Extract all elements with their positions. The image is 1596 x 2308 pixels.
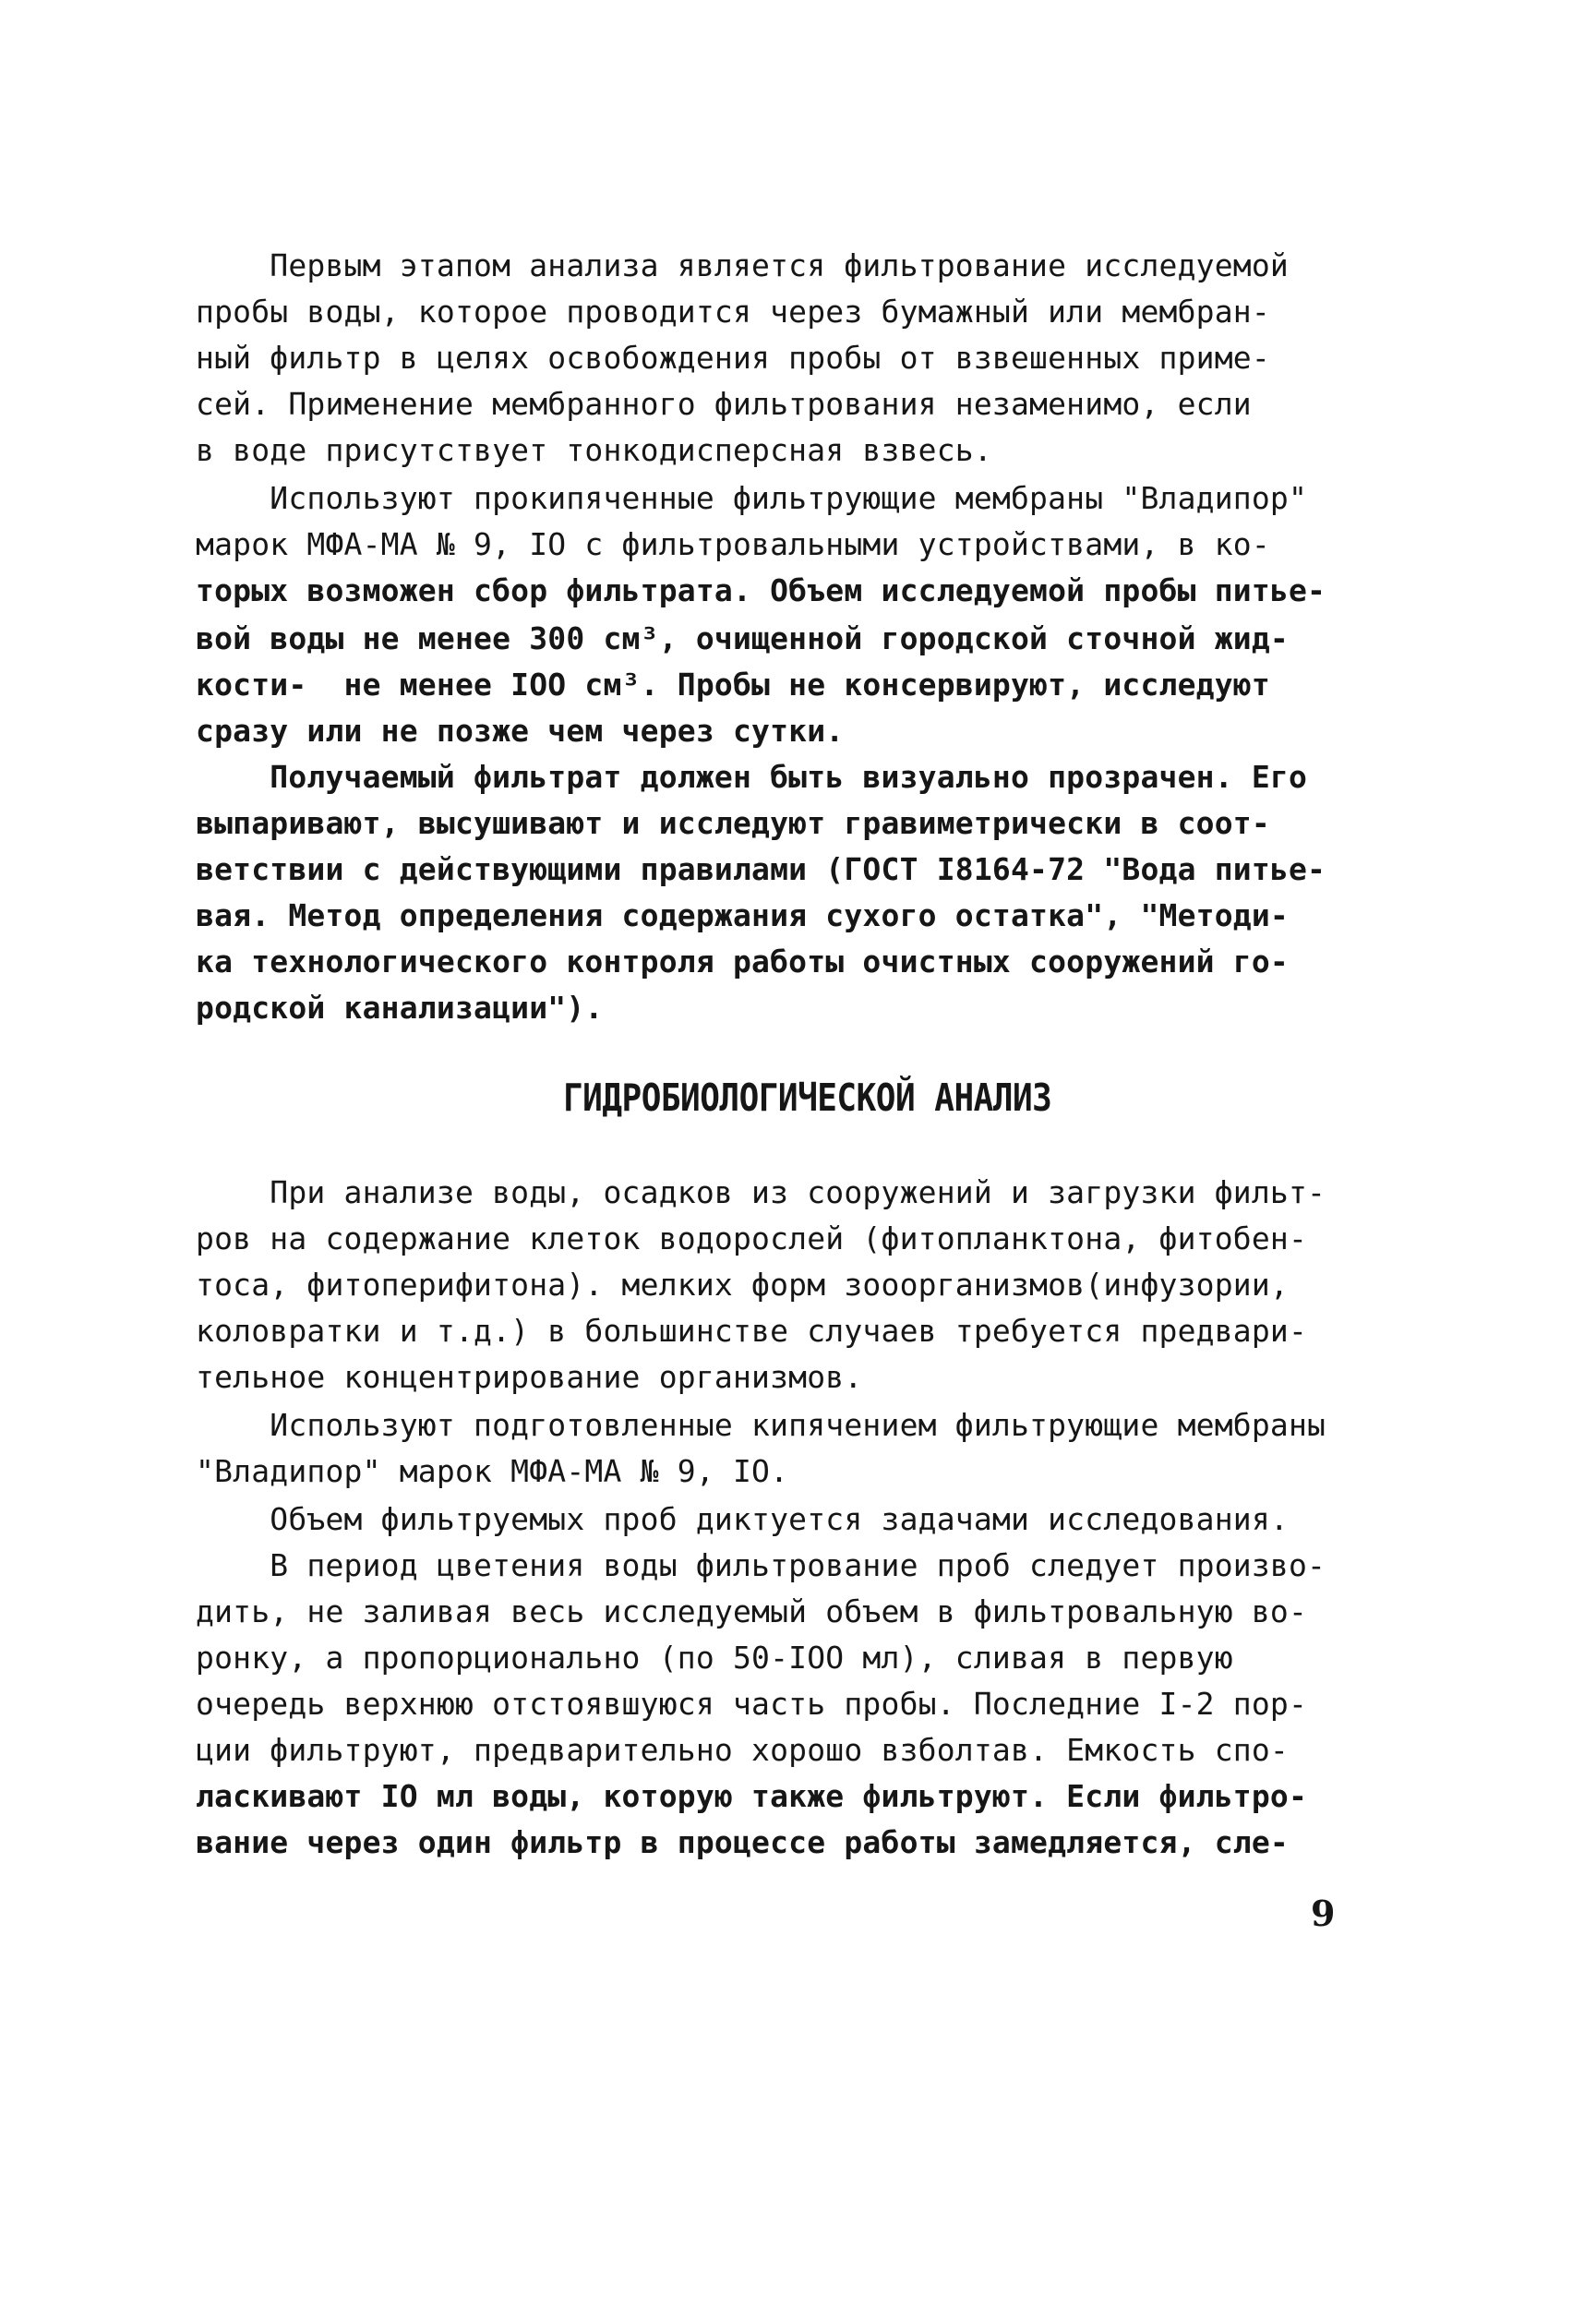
paragraph-7-line-2: дить, не заливая весь исследуемый объем в фильтровальную во- [196, 1593, 1308, 1629]
section-heading: ГИДРОБИОЛОГИЧЕСКОЙ АНАЛИЗ [563, 1076, 1052, 1121]
paragraph-7-line-5: ции фильтруют, предварительно хорошо взболтав. Емкость спо- [196, 1732, 1289, 1768]
paragraph-1-line-2: пробы воды, которое проводится через бумажный или мембран- [196, 294, 1270, 330]
paragraph-2-line-5: кости- не менее IOO см³. Пробы не консервируют, исследуют [196, 667, 1270, 703]
paragraph-1-line-1: Первым этапом анализа является фильтрование исследуемой [196, 247, 1289, 283]
paragraph-2-line-6: сразу или не позже чем через сутки. [196, 713, 845, 749]
paragraph-4-line-2: ров на содержание клеток водорослей (фитопланктона, фитобен- [196, 1220, 1308, 1256]
paragraph-5-line-1: Используют подготовленные кипячением фильтрующие мембраны [196, 1407, 1326, 1443]
paragraph-3-line-3: ветствии с действующими правилами (ГОСТ I8164-72 "Вода питье- [196, 851, 1326, 887]
paragraph-7-line-3: ронку, а пропорционально (по 50-IOO мл), сливая в первую [196, 1640, 1233, 1676]
paragraph-5-line-2: "Владипор" марок МФА-МА № 9, IO. [196, 1453, 789, 1489]
paragraph-2-line-4: вой воды не менее 300 см³, очищенной городской сточной жид- [196, 620, 1289, 656]
page-number: 9 [1311, 1893, 1336, 1934]
paragraph-3-line-4: вая. Метод определения содержания сухого остатка", "Методи- [196, 897, 1289, 933]
paragraph-7-line-7: вание через один фильтр в процессе работы замедляется, сле- [196, 1824, 1289, 1860]
paragraph-2-line-1: Используют прокипяченные фильтрующие мембраны "Владипор" [196, 480, 1308, 516]
paragraph-3-line-5: ка технологического контроля работы очистных сооружений го- [196, 944, 1289, 980]
paragraph-1-line-4: сей. Применение мембранного фильтрования незаменимо, если [196, 386, 1252, 422]
paragraph-4-line-5: тельное концентрирование организмов. [196, 1359, 863, 1395]
paragraph-4-line-3: тоса, фитоперифитона). мелких форм зооорганизмов(инфузории, [196, 1267, 1289, 1303]
paragraph-4-line-4: коловратки и т.д.) в большинстве случаев требуется предвари- [196, 1313, 1308, 1349]
paragraph-3-line-2: выпаривают, высушивают и исследуют гравиметрически в соот- [196, 805, 1270, 841]
paragraph-3-line-1: Получаемый фильтрат должен быть визуально прозрачен. Его [196, 759, 1308, 795]
paragraph-1-line-5: в воде присутствует тонкодисперсная взвесь. [196, 432, 992, 468]
paragraph-2-line-3: торых возможен сбор фильтрата. Объем исследуемой пробы питье- [196, 572, 1326, 608]
paragraph-7-line-1: В период цветения воды фильтрование проб следует произво- [196, 1547, 1326, 1583]
paragraph-3-line-6: родской канализации"). [196, 990, 604, 1026]
paragraph-7-line-6: ласкивают IO мл воды, которую также фильтруют. Если фильтро- [196, 1778, 1308, 1814]
paragraph-2-line-2: марок МФА-МА № 9, IO с фильтровальными устройствами, в ко- [196, 526, 1270, 562]
paragraph-6-line-1: Объем фильтруемых проб диктуется задачами исследования. [196, 1501, 1289, 1537]
paragraph-1-line-3: ный фильтр в целях освобождения пробы от взвешенных приме- [196, 340, 1270, 376]
paragraph-7-line-4: очередь верхнюю отстоявшуюся часть пробы. Последние I-2 пор- [196, 1686, 1308, 1722]
paragraph-4-line-1: При анализе воды, осадков из сооружений и загрузки фильт- [196, 1174, 1326, 1210]
